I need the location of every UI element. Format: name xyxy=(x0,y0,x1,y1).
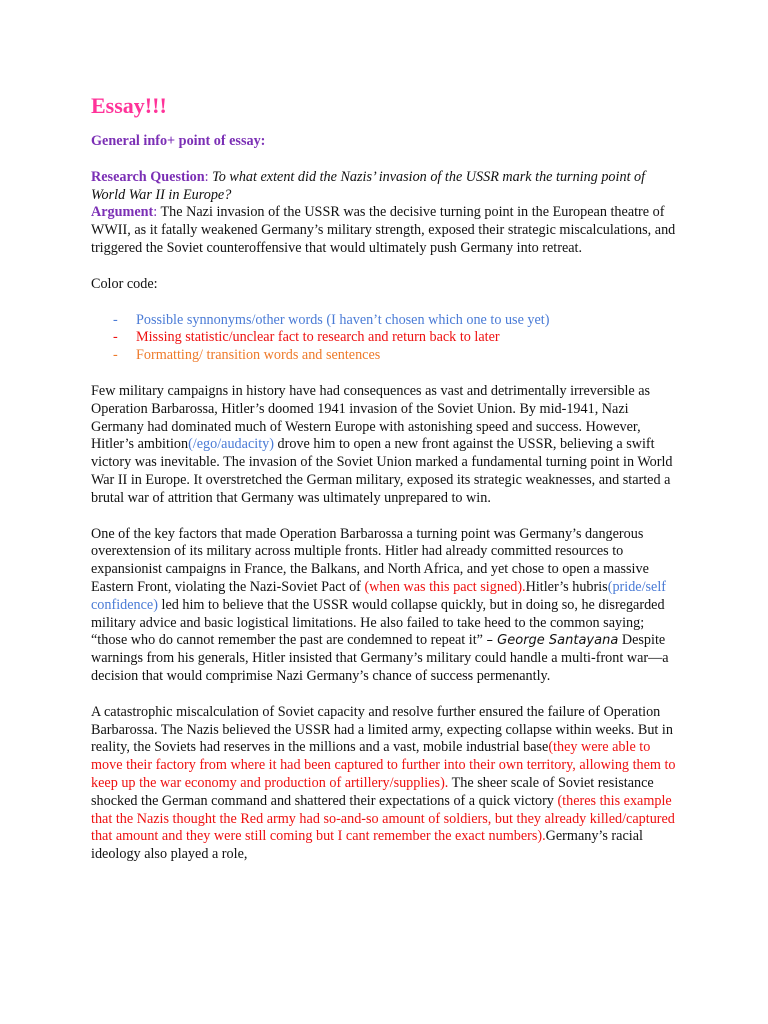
list-dash: - xyxy=(113,311,118,328)
missing-fact-note: (theres this example that the Nazis thought the Red army had so-and-so amount of soldiers, but they already killed/captured that amount and they were still coming but I cant remember the exact numbers). xyxy=(91,792,675,845)
list-dash: - xyxy=(113,347,118,364)
color-code-item-formatting xyxy=(113,347,681,365)
spacer xyxy=(91,686,681,704)
paragraph-text: Few military campaigns in history have had consequences as vast and detrimentally irreversible as Operation Barbarossa, Hitler’s doomed 1941 invasion of the Soviet Union. By mid-1941, Nazi Germany had dominated much of Western Europe with astonishing speed and success. However, Hitler’s ambition xyxy=(91,382,651,453)
spacer xyxy=(91,258,681,276)
color-code-heading: Color code: xyxy=(91,275,158,292)
synonym-note: (pride/self confidence) xyxy=(91,578,667,613)
paragraph-miscalculation xyxy=(91,704,681,864)
spacer xyxy=(91,294,681,312)
paragraph-text: Hitler’s hubris xyxy=(525,578,608,595)
quote-attribution: – George Santayana xyxy=(486,633,619,649)
spacer xyxy=(91,365,681,383)
color-code-item-label: Possible synnonyms/other words (I haven’t chosen which one to use yet) xyxy=(136,311,550,328)
research-question-colon: : xyxy=(204,168,209,185)
paragraph-text: led him to believe that the USSR would collapse quickly, but in doing so, he disregarded military advice and basic logistical limitations. He also failed to take heed to the common saying; “those who do cannot remember the past are condemned to repeat it” xyxy=(91,596,665,649)
general-info-heading: General info+ point of essay: xyxy=(91,133,266,149)
paragraph-text: One of the key factors that made Operation Barbarossa a turning point was Germany’s dangerous overextension of its military across multiple fronts. Hitler had already committed resources to expansionist campaigns in France, the Balkans, and North Africa, and yet chose to open a massive Eastern Front, violating the Nazi-Soviet Pact of xyxy=(91,525,649,595)
paragraph-overextension xyxy=(91,526,681,686)
spacer xyxy=(91,508,681,526)
color-code-item-synonyms xyxy=(113,312,681,330)
color-code-item-missing xyxy=(113,329,681,347)
color-code-item-label: Formatting/ transition words and sentences xyxy=(136,347,381,364)
color-code-list xyxy=(91,312,681,365)
research-question xyxy=(91,169,681,205)
synonym-note: (/ego/audacity) xyxy=(188,436,274,453)
paragraph-text: drove him to open a new front against the USSR, believing a swift victory was inevitable. The invasion of the Soviet Union marked a fundamental turning point in World War II in Europe. It overstretched the German military, exposed its strategic weaknesses, and started a brutal war of attrition that Germany was ultimately unprepared to win. xyxy=(91,436,673,506)
document-body xyxy=(91,92,681,864)
missing-fact-note: (when was this pact signed). xyxy=(364,578,526,595)
list-dash: - xyxy=(113,329,118,346)
paragraph-text: A catastrophic miscalculation of Soviet capacity and resolve further ensured the failure of Operation Barbarossa. The Nazis believed the USSR had a limited army, expecting collapse within weeks. But in reality, the Soviets had reserves in the millions and a vast, mobile industrial base xyxy=(91,703,673,756)
research-question-text: To what extent did the Nazis’ invasion of the USSR mark the turning point of World War II in Europe? xyxy=(91,168,646,203)
argument-text: The Nazi invasion of the USSR was the decisive turning point in the European theatre of WWII, as it fatally weakened Germany’s military strength, exposed their strategic miscalculations, and triggered the Soviet counteroffensive that would ultimately push Germany into retreat. xyxy=(91,204,676,256)
argument-label: Argument xyxy=(91,204,154,221)
argument xyxy=(91,204,681,257)
paragraph-text: Germany’s racial ideology also played a role, xyxy=(91,828,643,863)
argument-colon: : xyxy=(153,204,158,221)
paragraph-text: The sheer scale of Soviet resistance shocked the German command and shattered their expectations of a quick victory xyxy=(91,774,654,809)
paragraph-introduction xyxy=(91,383,681,508)
color-code-item-label: Missing statistic/unclear fact to research and return back to later xyxy=(136,329,500,346)
paragraph-text: Despite warnings from his generals, Hitler insisted that Germany’s military could handle a multi-front war—a decision that would comprimise Nazi Germany’s chance of success permenantly. xyxy=(91,632,669,684)
research-question-label: Research Question xyxy=(91,168,205,185)
essay-title: Essay!!! xyxy=(91,93,167,118)
missing-fact-note: (they were able to move their factory from where it had been captured to further into their own territory, allowing them to keep up the war economy and production of artillery/supplies). xyxy=(91,739,676,791)
